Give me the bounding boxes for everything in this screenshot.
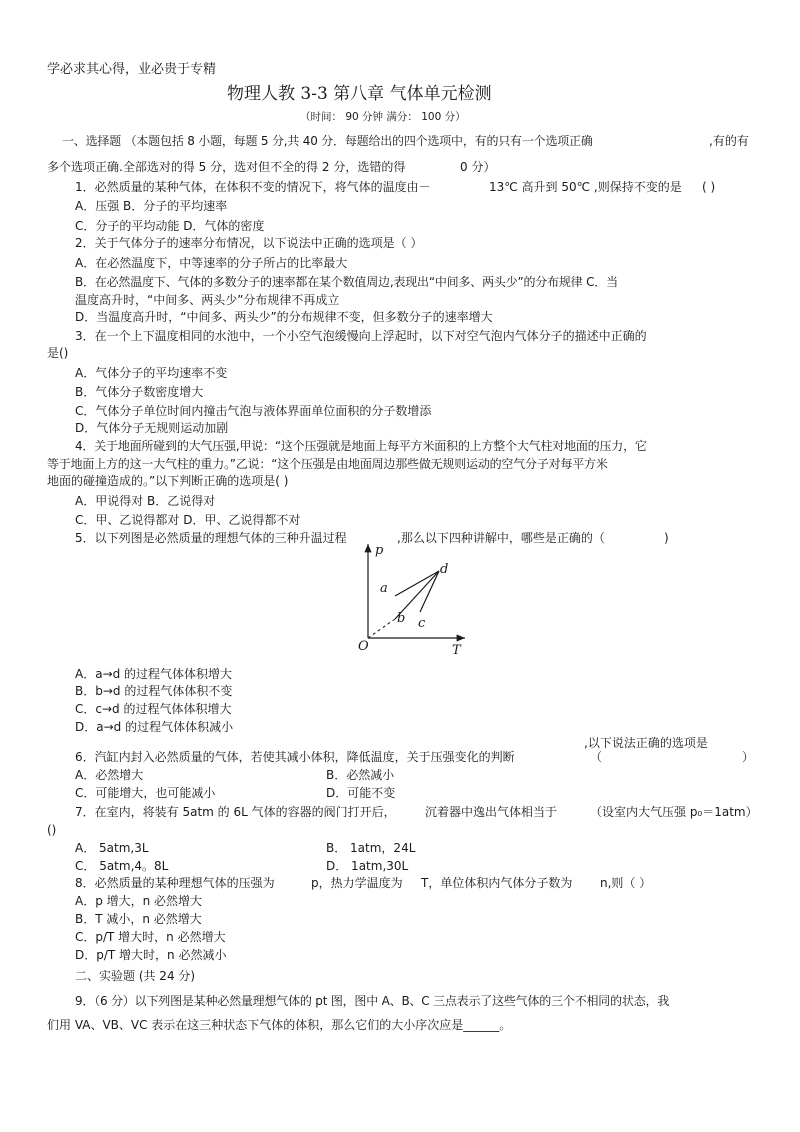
q8-stem-d: n,则（ ） (600, 876, 652, 890)
section2-header: 二、实验题 (共 24 分) (75, 969, 196, 983)
q8-option-b: B．T 减小，n 必然增大 (75, 912, 202, 926)
section1-header-c: 多个选项正确.全部选对的得 5 分，选对但不全的得 2 分，选错的得 (47, 160, 406, 174)
q8-option-c: C．p/T 增大时，n 必然增大 (75, 930, 226, 944)
origin-label: O (358, 639, 369, 654)
pt-diagram (350, 538, 480, 660)
point-label-d: d (440, 562, 449, 577)
section1-header-a: 一、选择题 （本题包括 8 小题，每题 5 分,共 40 分．每题给出的四个选项中，有的只有一个选项正确 (62, 134, 593, 148)
q1-option-ab: A．压强 B．分子的平均速率 (75, 199, 228, 213)
q2-option-c-cont: 温度高升时，“中间多、两头少”分布规律不再成立 (75, 293, 340, 307)
q7-stem-a: 7．在室内，将装有 5atm 的 6L 气体的容器的阀门打开后， (75, 805, 396, 819)
q3-option-a: A．气体分子的平均速率不变 (75, 366, 228, 380)
q5-stem-b: ,那么以下四种讲解中，哪些是正确的（ (397, 531, 605, 545)
q7-stem-c: （设室内大气压强 p₀＝1atm） (590, 805, 758, 819)
extension-dashed-line (368, 619, 395, 638)
exam-info: （时间： 90 分钟 满分： 100 分） (300, 111, 466, 123)
q2-option-a: A．在必然温度下，中等速率的分子所占的比率最大 (75, 256, 348, 270)
q7-option-d: D． 1atm,30L (326, 859, 409, 873)
point-label-a: a (380, 581, 388, 596)
q3-option-c: C．气体分子单位时间内撞击气泡与液体界面单位面积的分子数增添 (75, 404, 432, 418)
q7-stem-b: 沉着器中逸出气体相当于 (425, 805, 558, 819)
q8-stem-c: T，单位体积内气体分子数为 (421, 876, 573, 890)
q4-stem-cont1: 等于地面上方的这一大气柱的重力。”乙说：“这个压强是由地面周边那些做无规则运动的空气分子对每平方米 (47, 457, 608, 471)
q6-option-c: C．可能增大，也可能减小 (75, 786, 216, 800)
q9-stem: 9．（6 分）以下列图是某种必然量理想气体的 pt 图，图中 A、B、C 三点表示了这些气体的三个不相同的状态，我 (75, 994, 670, 1008)
q7-option-c: C． 5atm,4。8L (75, 859, 169, 873)
q7-option-b: B． 1atm，24L (326, 841, 416, 855)
q3-option-d: D．气体分子无规则运动加剧 (75, 421, 229, 435)
axis-label-T: T (452, 643, 461, 658)
axis-label-p: p (375, 543, 384, 558)
q6-option-b: B．必然减小 (326, 768, 395, 782)
q4-option-ab: A．甲说得对 B．乙说得对 (75, 494, 216, 508)
q6-stem: 6．汽缸内封入必然质量的气体，若使其减小体积，降低温度，关于压强变化的判断 (75, 750, 515, 764)
q8-stem-a: 8．必然质量的某种理想气体的压强为 (75, 876, 275, 890)
q6-option-d: D．可能不变 (326, 786, 396, 800)
q5-stem-a: 5．以下列图是必然质量的理想气体的三种升温过程 (75, 531, 347, 545)
q6-paren-right: ） (742, 750, 755, 764)
q2-option-d: D．当温度高升时，“中间多、两头少”的分布规律不变，但多数分子的速率增大 (75, 310, 493, 324)
q6-paren-left: （ (590, 750, 603, 764)
process-c-to-d (420, 571, 439, 612)
q1-stem-a: 1．必然质量的某种气体，在体积不变的情况下，将气体的温度由－ (75, 180, 431, 194)
q4-stem-cont2: 地面的碰撞造成的。”以下判断正确的选项是( ) (47, 474, 289, 488)
section1-header-b: ,有的有 (709, 134, 749, 148)
q5-option-d: D．a→d 的过程气体体积减小 (75, 720, 234, 734)
q1-paren: ( ) (702, 180, 716, 194)
q2-stem: 2．关于气体分子的速率分布情况，以下说法中正确的选项是（ ） (75, 236, 423, 250)
q5-option-b: B．b→d 的过程气体体积不变 (75, 684, 233, 698)
point-label-b: b (397, 611, 406, 626)
q3-stem: 3．在一个上下温度相同的水池中，一个小空气泡缓慢向上浮起时，以下对空气泡内气体分子的描述中正确的 (75, 329, 647, 343)
q1-stem-b: 13℃ 高升到 50℃ ,则保持不变的是 (489, 180, 682, 194)
q7-option-a: A． 5atm,3L (75, 841, 149, 855)
q5-paren: ) (664, 531, 669, 545)
point-label-c: c (418, 616, 426, 631)
q3-option-b: B．气体分子数密度增大 (75, 385, 204, 399)
q5-option-a: A．a→d 的过程气体体积增大 (75, 667, 233, 681)
q8-option-a: A．p 增大，n 必然增大 (75, 894, 203, 908)
q3-stem-cont: 是() (47, 346, 69, 360)
q8-option-d: D．p/T 增大时，n 必然减小 (75, 948, 227, 962)
q1-option-cd: C．分子的平均动能 D．气体的密度 (75, 219, 265, 233)
q4-option-cd: C．甲、乙说得都对 D．甲、乙说得都不对 (75, 513, 301, 527)
q5-option-c: C．c→d 的过程气体体积增大 (75, 702, 232, 716)
section1-header-d: 0 分） (460, 160, 496, 174)
q8-stem-b: p，热力学温度为 (311, 876, 403, 890)
q9-stem-cont: 们用 VA、VB、VC 表示在这三种状态下气体的体积，那么它们的大小序次应是______。 (47, 1018, 512, 1032)
page-title: 物理人教 3-3 第八章 气体单元检测 (227, 84, 492, 104)
q6-option-a: A．必然增大 (75, 768, 144, 782)
motto: 学必求其心得，业必贵于专精 (47, 62, 217, 77)
q2-option-bc: B．在必然温度下、气体的多数分子的速率都在某个数值周边,表现出“中间多、两头少”的分布规律 C．当 (75, 275, 618, 289)
q6-stem-right: ,以下说法正确的选项是 (584, 736, 708, 750)
process-a-to-d (395, 571, 439, 596)
q4-stem: 4．关于地面所碰到的大气压强,甲说：“这个压强就是地面上每平方米面积的上方整个大气柱对地面的压力，它 (75, 439, 647, 453)
q7-paren: () (47, 823, 57, 837)
